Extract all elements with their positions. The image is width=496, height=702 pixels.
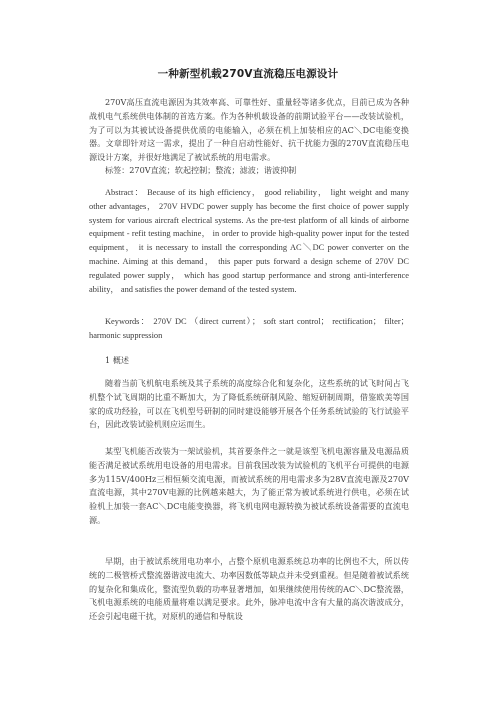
abstract-cn-block: [89, 96, 409, 165]
abstract-en: Abstract： Because of its high efficiency， good reliability， light weight and many other advantages， 270V HVDC power supply has become the first choice of power supply system for various aircraft electrical systems. As the pre-test platform of all kinds of airborne equipment - refit testing machine， in order to provide high-quality power input for the tested equipment， it is necessary to install the corresponding AC＼DC power converter on the machine. Aiming at this demand， this paper puts forward a design scheme of 270V DC regulated power supply， which has good startup performance and strong anti-interference ability， and satisfies the power demand of the tested system.: [89, 188, 409, 294]
abstract-en-block: [89, 186, 409, 296]
section-heading: 1 概述: [105, 355, 129, 365]
document-title: 一种新型机载270V直流稳压电源设计: [157, 68, 339, 80]
section1-p3-block: [89, 555, 409, 624]
section1-heading-block: [89, 354, 409, 368]
section1-p2-block: [89, 445, 409, 528]
abstract-cn: 270V高压直流电源因为其效率高、可靠性好、重量轻等诸多优点，目前已成为各种战机电气系统供电体制的首选方案。作为各种机载设备的前期试验平台——改装试验机，为了可以为其被试设备提供优质的电能输入，必须在机上加装相应的AC＼DC电能变换器。文章即针对这一需求，提出了一种自启动性能好、抗干扰能力强的270V直流稳压电源设计方案，并很好地满足了被试系统的用电需求。: [89, 97, 409, 163]
section1-p1-block: [89, 377, 409, 432]
keywords-en-block: [89, 315, 409, 343]
keywords-cn: 标签：270V直流；软起控制；整流；滤波；谐波抑制: [105, 165, 297, 175]
body-paragraph: 早期，由于被试系统用电功率小，占整个原机电源系统总功率的比例也不大，所以传统的二极管桥式整流器谐波电流大、功率因数低等缺点并未受到重视。但是随着被试系统的复杂化和集成化，整流型负载的功率显著增加，如果继续使用传统的AC＼DC整流器，飞机电源系统的电能质量将难以满足要求。此外，脉冲电流中含有大量的高次谐波成分，还会引起电磁干扰，对原机的通信和导航设: [89, 556, 409, 622]
keywords-cn-block: [89, 164, 409, 178]
body-paragraph: 随着当前飞机航电系统及其子系统的高度综合化和复杂化，这些系统的试飞时间占飞机整个试飞周期的比重不断加大，为了降低系统研制风险、缩短研制周期，借鉴欧美等国家的成功经验，可以在飞机型号研制的同时建设能够开展各个任务系统试验的飞行试验平台，因此改装试验机则应运而生。: [89, 378, 409, 430]
keywords-en: Keywords： 270V DC （direct current）； soft start control； rectification； filter； harmonic suppression: [89, 317, 409, 340]
body-paragraph: 某型飞机能否改装为一架试验机，其首要条件之一就是该型飞机电源容量及电源品质能否满足被试系统用电设备的用电需求。目前我国改装为试验机的飞机平台可提供的电源多为115V/400Hz三相恒频交流电源，而被试系统的用电需求多为28V直流电源及270V直流电源，其中270V电源的比例越来越大，为了能正常为被试系统进行供电，必须在试验机上加装一套AC＼DC电能变换器，将飞机电网电源转换为被试系统设备需要的直流电源。: [89, 446, 409, 525]
